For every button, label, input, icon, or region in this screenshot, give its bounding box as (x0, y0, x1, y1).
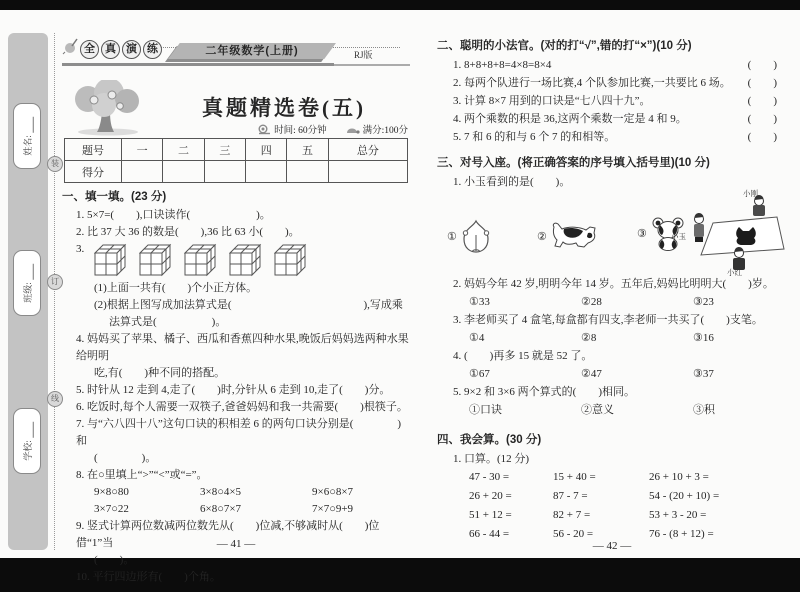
person-label: 小刚 (743, 189, 758, 198)
option-number: ③ (637, 227, 647, 240)
subject-banner (168, 43, 336, 59)
answer-blank: ( ) (747, 59, 777, 71)
timer-snail-icon (257, 124, 271, 135)
logo-char: 真 (101, 40, 120, 59)
right-page-flow (437, 37, 787, 544)
left-page (62, 38, 410, 583)
class-field-box (13, 250, 41, 316)
series-logo (62, 38, 162, 60)
section-heading: 一、填一填。(23 分) (62, 191, 167, 203)
calc-item: 47 - 30 = (469, 471, 510, 483)
choice-option: ③37 (693, 368, 714, 380)
binding-seal: 装 (47, 156, 63, 172)
class-field-label: 班级: (22, 281, 33, 303)
cube-figure (229, 242, 265, 277)
choice-option: ①口诀 (469, 404, 502, 416)
judge-text: 2. 每两个队进行一场比赛,4 个队参加比赛,一共要比 6 场。 (453, 77, 731, 89)
judge-item (437, 110, 787, 128)
compare-item: 9×8○80 (94, 486, 129, 498)
question-line: 1. 5×7=( ),口诀读作( )。 (76, 209, 271, 221)
calc-item: 26 + 10 + 3 = (649, 471, 709, 483)
answer-blank: ( ) (747, 95, 777, 107)
compare-item: 6×8○7×7 (200, 503, 242, 515)
full-score-label: 满分:100分 (362, 126, 408, 136)
cube-figure-row (62, 242, 410, 280)
answer-blank: ( ) (747, 131, 777, 143)
logo-char: 演 (122, 40, 141, 59)
name-field-box (13, 103, 41, 169)
score-table-cell: 二 (163, 139, 204, 161)
oral-calc-row (437, 468, 787, 487)
full-score-icon (345, 124, 360, 134)
judge-text: 5. 7 和 6 的和与 6 个 7 的和相等。 (453, 131, 616, 143)
score-cell-empty (287, 161, 328, 183)
compare-item: 7×7○9+9 (312, 503, 354, 515)
choices-row (437, 365, 787, 383)
name-field-label: 姓名: (22, 134, 33, 156)
question-line: 6. 吃饭时,每个人需要一双筷子,爸爸妈妈和我一共需要( )根筷子。 (76, 401, 408, 413)
option-2-figure (537, 221, 600, 251)
scanned-page (0, 10, 800, 583)
compare-row (62, 501, 410, 518)
score-cell-empty (204, 161, 245, 183)
compare-item: 3×8○4×5 (200, 486, 242, 498)
question-line: 2. 妈妈今年 42 岁,明明今年 14 岁。五年后,妈妈比明明大( )岁。 (453, 278, 774, 290)
question-line: 3. 李老师买了 4 盒笔,每盒都有四支,李老师一共买了( )支笔。 (453, 314, 763, 326)
logo-char: 练 (143, 40, 162, 59)
section-1-fill-in (62, 188, 410, 586)
cube-figure (139, 242, 175, 277)
calc-item: 76 - (8 + 12) = (649, 528, 714, 540)
score-cell-empty (163, 161, 204, 183)
observation-figure (437, 191, 787, 275)
choice-option: ③16 (693, 332, 714, 344)
pen-logo-icon (62, 38, 78, 60)
question-line: 法算式是( )。 (109, 316, 227, 328)
question-line: 2. 比 37 大 36 的数是( ),36 比 63 小( )。 (76, 226, 300, 238)
calc-item: 66 - 44 = (469, 528, 510, 540)
choice-option: ①33 (469, 296, 490, 308)
banner-label: 二年级数学(上册) (205, 45, 299, 57)
calc-item: 56 - 20 = (553, 528, 594, 540)
judge-text: 1. 8+8+8+8=4×8=8×4 (453, 59, 552, 71)
paper-title: 真题精选卷(五) (202, 96, 366, 120)
cube-figure (184, 242, 220, 277)
judge-text: 3. 计算 8×7 用到的口诀是“七八四十九”。 (453, 95, 651, 107)
blank-line (24, 117, 34, 133)
score-table-cell: 题号 (65, 139, 122, 161)
answer-blank: ( ) (747, 77, 777, 89)
school-field-box (13, 408, 41, 474)
choice-option: ③23 (693, 296, 714, 308)
compare-row (62, 484, 410, 501)
cube-figure (274, 242, 310, 277)
cube-figure (94, 242, 130, 277)
question-number: 3. (76, 243, 85, 255)
question-line: 吃,有( )种不同的搭配。 (94, 367, 226, 379)
score-table (64, 138, 408, 183)
calc-item: 53 + 3 - 20 = (649, 509, 707, 521)
tree-illustration (64, 80, 156, 141)
question-line: 4. ( )再多 15 就是 52 了。 (453, 350, 593, 362)
choice-option: ③积 (693, 404, 715, 416)
binding-seal: 订 (47, 274, 63, 290)
judge-item (437, 128, 787, 146)
score-table-cell: 一 (122, 139, 163, 161)
question-line: (1)上面一共有( )个小正方体。 (94, 282, 258, 294)
viewing-scene (671, 189, 787, 277)
time-label: 时间: 60分钟 (274, 126, 327, 136)
option-number: ② (537, 230, 547, 243)
score-cell-empty (246, 161, 287, 183)
score-table-cell: 得分 (65, 161, 122, 183)
cat-back-view-image (460, 219, 492, 253)
full-score-item (345, 122, 408, 136)
person-label: 小红 (727, 268, 742, 277)
option-number: ① (447, 230, 457, 243)
choices-row (437, 293, 787, 311)
score-cell-empty (328, 161, 407, 183)
judge-item (437, 74, 787, 92)
question-line: 1. 小玉看到的是( )。 (453, 176, 571, 188)
score-table-score-row (65, 161, 408, 183)
binding-seal: 线 (47, 391, 63, 407)
question-line: 7. 与“六八四十八”这句口诀的积相差 6 的两句口诀分别是( )和 (76, 418, 402, 447)
viewing-scene-image (687, 191, 787, 275)
question-line: 5. 时针从 12 走到 4,走了( )时,分针从 6 走到 10,走了( )分。 (76, 384, 391, 396)
cat-side-view-image (550, 221, 600, 251)
question-line: 8. 在○里填上“>”“<”或“=”。 (76, 469, 208, 481)
choice-option: ②8 (581, 332, 597, 344)
question-line: ( )。 (94, 554, 135, 566)
score-table-header-row (65, 139, 408, 161)
option-1-figure (447, 219, 492, 253)
choice-option: ①4 (469, 332, 485, 344)
calc-item: 87 - 7 = (553, 490, 588, 502)
compare-item: 9×6○8×7 (312, 486, 354, 498)
choice-option: ②意义 (581, 404, 614, 416)
choice-option: ②47 (581, 368, 602, 380)
subquestion-label: 1. 口算。(12 分) (453, 453, 530, 465)
header-rule-accent (62, 63, 334, 66)
binding-dotted-line (54, 33, 55, 550)
question-line: 4. 妈妈买了苹果、橘子、西瓜和香蕉四种水果,晚饭后妈妈选两种水果给明明 (76, 333, 409, 362)
score-table-cell: 总分 (328, 139, 407, 161)
question-line: ( )。 (94, 452, 157, 464)
edition-label: RJ版 (354, 50, 373, 60)
choice-option: ②28 (581, 296, 602, 308)
calc-item: 15 + 40 = (553, 471, 596, 483)
section-heading: 三、对号入座。(将正确答案的序号填入括号里)(10 分) (437, 157, 710, 169)
score-cell-empty (122, 161, 163, 183)
question-line: 10. 平行四边形有( )个角。 (76, 571, 221, 583)
school-field-label: 学校: (22, 439, 33, 461)
score-table-cell: 四 (246, 139, 287, 161)
section-heading: 二、聪明的小法官。(对的打“√”,错的打“×”)(10 分) (437, 40, 692, 52)
section-heading: 四、我会算。(30 分) (437, 434, 542, 446)
choices-row (437, 401, 787, 419)
blank-line (24, 264, 34, 280)
answer-blank: ( ) (747, 113, 777, 125)
choices-row (437, 329, 787, 347)
oral-calc-row (437, 487, 787, 506)
page-header (62, 38, 410, 72)
judge-item (437, 56, 787, 74)
judge-text: 4. 两个乘数的积是 36,这两个乘数一定是 4 和 9。 (453, 113, 687, 125)
calc-item: 26 + 20 = (469, 490, 512, 502)
logo-char: 全 (80, 40, 99, 59)
person-label: 小玉 (671, 232, 686, 241)
score-table-cell: 五 (287, 139, 328, 161)
question-line: 9. 竖式计算两位数减两位数先从( )位减,不够减时从( )位借“1”当 (76, 520, 380, 549)
compare-item: 3×7○22 (94, 503, 129, 515)
calc-item: 82 + 7 = (553, 509, 591, 521)
time-item (257, 122, 327, 136)
calc-item: 51 + 12 = (469, 509, 512, 521)
question-line: (2)根据上图写成加法算式是( ),写成乘 (94, 299, 403, 311)
choice-option: ①67 (469, 368, 490, 380)
question-line: 5. 9×2 和 3×6 两个算式的( )相同。 (453, 386, 635, 398)
page-number-left: — 41 — (216, 538, 256, 550)
judge-item (437, 92, 787, 110)
blank-line (24, 422, 34, 438)
calc-item: 54 - (20 + 10) = (649, 490, 720, 502)
score-table-cell: 三 (204, 139, 245, 161)
oral-calc-row (437, 506, 787, 525)
exam-meta (257, 122, 408, 136)
page-number-right: — 42 — (592, 540, 632, 552)
